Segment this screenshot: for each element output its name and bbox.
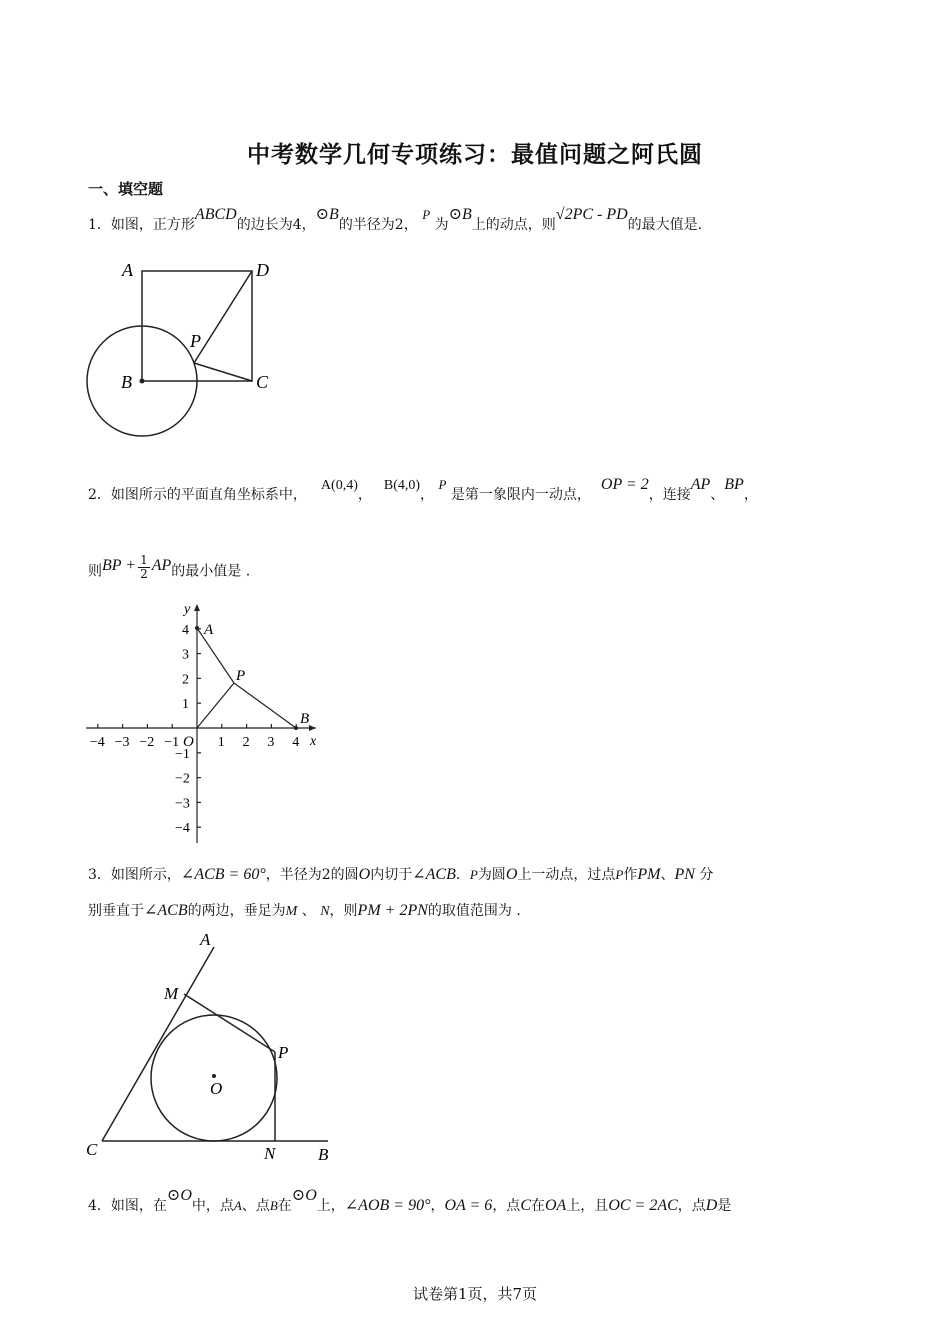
q3-angle: ∠ACB = 60°: [180, 866, 266, 883]
q3-expression: PM + 2PN: [357, 902, 428, 919]
q2-y-tick-label: 1: [182, 697, 189, 713]
q3-segment-pm: PM: [637, 866, 661, 883]
q4-oc: OC = 2AC: [608, 1197, 678, 1214]
q3-text-1: ，半径为2的圆: [265, 867, 359, 883]
q4-text-9: ，点: [677, 1198, 706, 1214]
q2-label-x: x: [310, 734, 317, 749]
q2-point-a: A(0,4): [320, 478, 358, 493]
q2-frac-num: 1: [140, 553, 148, 567]
q1-text-1: 的边长为4，: [236, 217, 316, 233]
q2-text-3: 、: [710, 487, 725, 503]
q3-point-p: P: [469, 867, 478, 882]
q3-segment-pm: [184, 994, 275, 1052]
q2-tick-labels: [90, 623, 299, 836]
q3-point-p-2: P: [615, 867, 624, 882]
q4-point-a: A: [233, 1198, 242, 1213]
q1-square-name: ABCD: [194, 206, 237, 223]
q2-segment-bp: BP: [724, 476, 744, 493]
q2-label-y: y: [184, 602, 191, 617]
q2-x-tick-label: 3: [267, 735, 275, 750]
q4-oa: OA = 6: [444, 1197, 493, 1214]
q3-angle-3: ∠ACB: [144, 902, 188, 919]
q4-text-2: 、点: [241, 1198, 270, 1214]
question-2-line-2: [88, 553, 251, 585]
q2-line-bp: [234, 683, 296, 728]
q2-ap: AP: [151, 556, 172, 574]
q3-segment-pn: PN: [674, 866, 695, 883]
q3-angle-2: ∠ACB: [412, 866, 456, 883]
q2-y-tick-label: −3: [175, 796, 190, 812]
q3-text-8: 分: [699, 867, 714, 883]
q4-circle-o-2: ⊙O: [291, 1187, 317, 1204]
q3-label-o: O: [210, 1079, 223, 1098]
q3-text-12: ，则: [329, 903, 358, 919]
q1-text-3: 为: [434, 217, 449, 233]
q1-circle-b-2: ⊙B: [448, 206, 472, 223]
q1-segment-pd: [194, 271, 252, 363]
q2-x-tick-label: −3: [114, 735, 130, 750]
q2-number: 2．如图所示的平面直角坐标系中，: [88, 487, 307, 503]
q2-y-arrow: [194, 604, 200, 611]
q1-label-a: A: [122, 260, 133, 280]
q1-circle-b: ⊙B: [315, 206, 339, 223]
q2-label-p: P: [236, 668, 246, 684]
q3-text-7: 、: [660, 867, 675, 883]
q1-number: 1．如图，正方形: [88, 217, 195, 233]
q3-text-2: 内切于: [370, 867, 413, 883]
question-1-text: [88, 206, 703, 234]
q4-number: 4．如图，在: [88, 1198, 167, 1214]
q4-point-b: B: [269, 1198, 278, 1213]
q2-text-min: 的最小值是 .: [171, 563, 251, 580]
q4-point-d: D: [705, 1197, 718, 1214]
q3-text-9: 别垂直于: [88, 903, 144, 919]
q2-fraction: [138, 554, 150, 581]
q1-text-5: 的最大值是.: [627, 217, 703, 233]
q3-text-10: 的两边，垂足为: [187, 903, 286, 919]
q2-text-4: ，: [743, 487, 758, 503]
q2-x-tick-label: 4: [292, 735, 300, 750]
page-title: 中考数学几何专项练习：最值问题之阿氏圆: [247, 142, 703, 168]
q4-text-3: 在: [277, 1198, 292, 1214]
q2-x-tick-label: 1: [217, 735, 225, 750]
q3-text-3: ．: [455, 867, 470, 883]
q3-label-a: A: [200, 930, 211, 949]
q2-text-2: ，连接: [648, 487, 691, 503]
q1-text-2: 的半径为2，: [338, 217, 418, 233]
q2-label-a: A: [204, 622, 214, 638]
q1-label-d: D: [256, 260, 269, 280]
q3-text-11: 、: [301, 903, 316, 919]
q3-text-5: 上一动点，过点: [517, 867, 616, 883]
q1-figure: [80, 255, 300, 445]
q2-text-then: 则: [88, 563, 102, 580]
q2-y-tick-label: 4: [182, 622, 189, 638]
q2-x-arrow: [309, 725, 316, 731]
q2-x-tick-label: −4: [89, 735, 105, 750]
q2-sep-2: ，: [420, 487, 435, 503]
q1-point-p: P: [422, 207, 431, 222]
q4-circle-o: ⊙O: [166, 1187, 192, 1204]
q3-label-b: B: [318, 1145, 329, 1164]
q4-oa-2: OA: [544, 1197, 567, 1214]
q2-line-ap: [197, 628, 234, 683]
q4-angle: ∠AOB = 90°: [344, 1197, 431, 1214]
q1-center-dot: [140, 379, 145, 384]
q3-label-p: P: [278, 1043, 289, 1062]
q3-number: 3．如图所示，: [88, 867, 181, 883]
q2-y-tick-label: −4: [175, 821, 190, 837]
q4-text-8: 上，且: [566, 1198, 609, 1214]
q2-bp-plus: BP +: [102, 556, 137, 574]
q2-frac-den: 2: [140, 567, 148, 581]
q3-label-m: M: [164, 984, 179, 1003]
q3-label-c: C: [86, 1140, 98, 1159]
q4-text-5: ，: [430, 1198, 445, 1214]
q2-x-tick-label: −2: [139, 735, 155, 750]
q3-point-n: N: [320, 904, 330, 919]
q2-dot-a: [195, 626, 199, 630]
q2-x-tick-label: 2: [242, 735, 250, 750]
q2-segment-ap: AP: [690, 476, 711, 493]
q2-point-b: B(4,0): [383, 478, 421, 493]
q4-point-c: C: [520, 1197, 531, 1214]
q3-figure: [80, 928, 350, 1168]
section-heading: 一、填空题: [88, 180, 164, 198]
q2-y-tick-label: 3: [182, 647, 189, 663]
q2-text-1: 是第一象限内一动点，: [450, 487, 591, 503]
q4-text-7: 在: [530, 1198, 545, 1214]
q1-label-b: B: [121, 372, 132, 392]
q4-text-10: 是: [717, 1198, 732, 1214]
page-footer: 试卷第1页，共7页: [412, 1285, 538, 1303]
q3-circle-o: O: [358, 866, 371, 883]
q4-text-4: 上，: [316, 1198, 345, 1214]
q2-dot-b: [294, 726, 298, 730]
q1-label-c: C: [256, 372, 269, 392]
q3-point-m: M: [285, 904, 298, 919]
q3-text-4: 为圆: [477, 867, 506, 883]
q2-op-equation: OP = 2: [600, 476, 649, 493]
q3-label-n: N: [264, 1144, 276, 1163]
q2-label-b: B: [300, 711, 310, 727]
question-3-text: [88, 864, 713, 884]
q4-text-1: 中，点: [191, 1198, 234, 1214]
q4-text-6: ，点: [492, 1198, 521, 1214]
q3-circle-o-2: O: [505, 866, 518, 883]
q2-figure: [80, 598, 330, 848]
question-2-text: [88, 476, 758, 504]
q2-label-o: O: [183, 734, 194, 750]
q2-y-tick-label: 2: [182, 672, 189, 688]
question-3-line-2: [88, 900, 521, 920]
q2-x-tick-label: −1: [164, 735, 180, 750]
q1-expression: √2PC - PD: [555, 206, 628, 223]
q3-text-13: 的取值范围为 .: [427, 903, 521, 919]
q2-sep-1: ，: [357, 487, 372, 503]
q1-text-4: 上的动点，则: [471, 217, 556, 233]
q3-ray-ca: [102, 947, 214, 1141]
q1-segment-pc: [194, 363, 252, 381]
q2-line-op: [197, 683, 234, 728]
q3-text-6: 作: [623, 867, 638, 883]
q2-y-tick-label: −1: [175, 746, 190, 762]
q2-point-p: P: [438, 477, 447, 492]
q3-center-dot: [212, 1074, 216, 1078]
question-4-text: [88, 1187, 732, 1215]
q2-y-tick-label: −2: [175, 771, 190, 787]
q1-label-p: P: [190, 331, 201, 351]
